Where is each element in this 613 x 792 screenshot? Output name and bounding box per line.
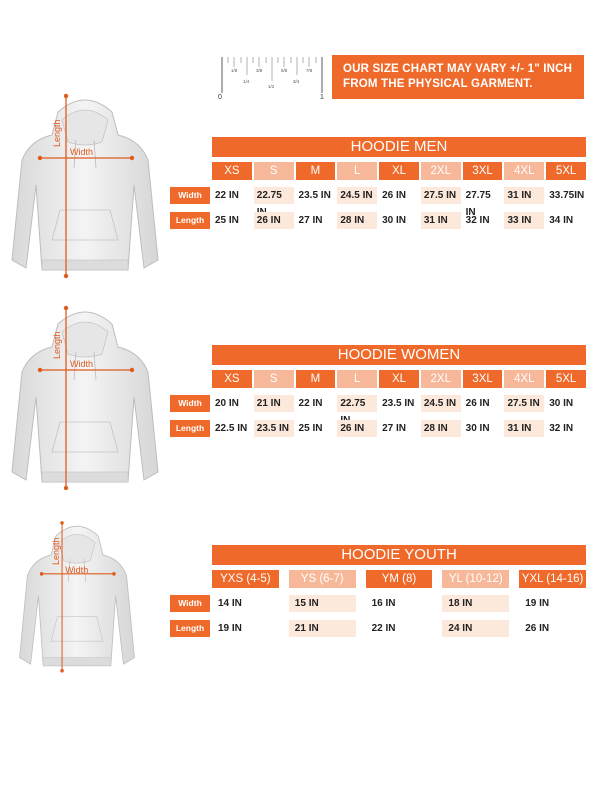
measurement-value: 26 IN (254, 212, 294, 229)
size-header-cell: 3XL (463, 162, 503, 180)
size-header-cell: L (337, 162, 377, 180)
ruler-zero: 0 (218, 94, 222, 101)
measurement-value: 26 IN (465, 398, 490, 409)
measurement-label: Length (170, 420, 210, 437)
size-header-cell: 5XL (546, 162, 586, 180)
measurement-value: 34 IN (549, 215, 574, 226)
measurement-value: 21 IN (254, 395, 294, 412)
measurement-value: 24.5 IN (337, 187, 377, 204)
measurement-value: 24.5 IN (421, 395, 461, 412)
size-header-cell: XL (379, 162, 419, 180)
measurement-value: 23.5 IN (254, 420, 294, 437)
measurement-value: 22 IN (298, 398, 323, 409)
measurement-value: 32 IN (465, 215, 490, 226)
size-header-cell: S (254, 370, 294, 388)
measurement-value: 26 IN (337, 420, 377, 437)
size-header-cell: L (337, 370, 377, 388)
measurement-value: 25 IN (298, 423, 323, 434)
length-measure-label: Length (52, 331, 62, 359)
measurement-value: 23.5 IN (382, 398, 415, 409)
measurement-value: 22.75 (337, 395, 377, 412)
size-header-cell: 4XL (504, 162, 544, 180)
measurement-value: 27.75 IN (465, 190, 491, 218)
size-header-cell: M (296, 162, 336, 180)
measurement-value: 22.75 (254, 187, 294, 204)
measurement-value: 26 IN (382, 190, 407, 201)
measurement-value: 30 IN (382, 215, 407, 226)
measurement-value: 30 IN (549, 398, 574, 409)
size-header-cell: YXS (4-5) (212, 570, 279, 588)
ruler-label: 1/8 (231, 68, 238, 73)
measurement-value: 14 IN (218, 598, 242, 609)
measurement-value: 24 IN (442, 620, 509, 637)
measurement-value: 33 IN (504, 212, 544, 229)
measurement-value: 23.5 IN (298, 190, 331, 201)
length-measure-label: Length (52, 119, 62, 147)
hoodie-illustration (10, 90, 160, 280)
size-header-cell: S (254, 162, 294, 180)
length-measure-label: Length (51, 537, 62, 565)
ruler-one: 1 (320, 94, 324, 101)
measurement-value: 16 IN (371, 598, 396, 609)
ruler-label: 3/4 (293, 79, 300, 84)
width-measure-label: Width (70, 147, 94, 157)
measurement-value: 27.5 IN (504, 395, 544, 412)
size-disclaimer (332, 55, 584, 99)
size-header-cell: XL (379, 370, 419, 388)
size-header-cell: YS (6-7) (289, 570, 356, 588)
measurement-value: 31 IN (504, 420, 544, 437)
measurement-value: 20 IN (215, 398, 239, 409)
measurement-label: Width (170, 595, 210, 612)
size-header-cell: 5XL (546, 370, 586, 388)
measurement-value: 25 IN (215, 215, 239, 226)
measurement-label: Width (170, 395, 210, 412)
size-header-cell: YXL (14-16) (519, 570, 586, 588)
measurement-value: 28 IN (337, 212, 377, 229)
width-measure-label: Width (70, 359, 94, 369)
ruler-label: 7/8 (306, 68, 313, 73)
measurement-value: 30 IN (465, 423, 490, 434)
disclaimer-line-2: FROM THE PHYSICAL GARMENT. (343, 78, 533, 90)
size-header-cell: 2XL (421, 162, 461, 180)
measurement-value: 27.5 IN (421, 187, 461, 204)
hoodie-illustration (18, 518, 136, 674)
size-header-cell: M (296, 370, 336, 388)
size-header-cell: 3XL (463, 370, 503, 388)
hoodie-illustration (10, 302, 160, 492)
size-table-title: HOODIE MEN (212, 137, 586, 157)
measurement-value: 31 IN (504, 187, 544, 204)
size-table-title: HOODIE YOUTH (212, 545, 586, 565)
size-header-cell: XS (212, 162, 252, 180)
measurement-label: Length (170, 620, 210, 637)
measurement-value: 22 IN (371, 623, 396, 634)
size-table-title: HOODIE WOMEN (212, 345, 586, 365)
size-header-cell: 2XL (421, 370, 461, 388)
measurement-value: 19 IN (525, 598, 550, 609)
size-header-cell: YM (8) (366, 570, 433, 588)
size-header-cell: 4XL (504, 370, 544, 388)
ruler-graphic (218, 55, 326, 101)
measurement-label: Length (170, 212, 210, 229)
disclaimer-line-1: OUR SIZE CHART MAY VARY +/- 1" INCH (343, 63, 573, 75)
measurement-value: 33.75IN (549, 190, 585, 201)
ruler-label: 5/8 (281, 68, 288, 73)
measurement-value: 27 IN (298, 215, 323, 226)
measurement-value: 19 IN (218, 623, 242, 634)
size-header-cell: YL (10-12) (442, 570, 509, 588)
measurement-value: 27 IN (382, 423, 407, 434)
measurement-value: 22 IN (215, 190, 239, 201)
measurement-label: Width (170, 187, 210, 204)
measurement-value: 21 IN (289, 620, 356, 637)
ruler-label: 1/4 (243, 79, 250, 84)
measurement-value: 28 IN (421, 420, 461, 437)
measurement-value: 18 IN (442, 595, 509, 612)
measurement-value: 15 IN (289, 595, 356, 612)
ruler-label: 3/8 (256, 68, 263, 73)
measurement-value: 22.5 IN (215, 423, 248, 434)
measurement-value: 31 IN (421, 212, 461, 229)
size-header-cell: XS (212, 370, 252, 388)
width-measure-label: Width (65, 564, 89, 575)
ruler-label: 1/2 (268, 84, 275, 89)
measurement-value: 26 IN (525, 623, 550, 634)
measurement-value: 32 IN (549, 423, 574, 434)
